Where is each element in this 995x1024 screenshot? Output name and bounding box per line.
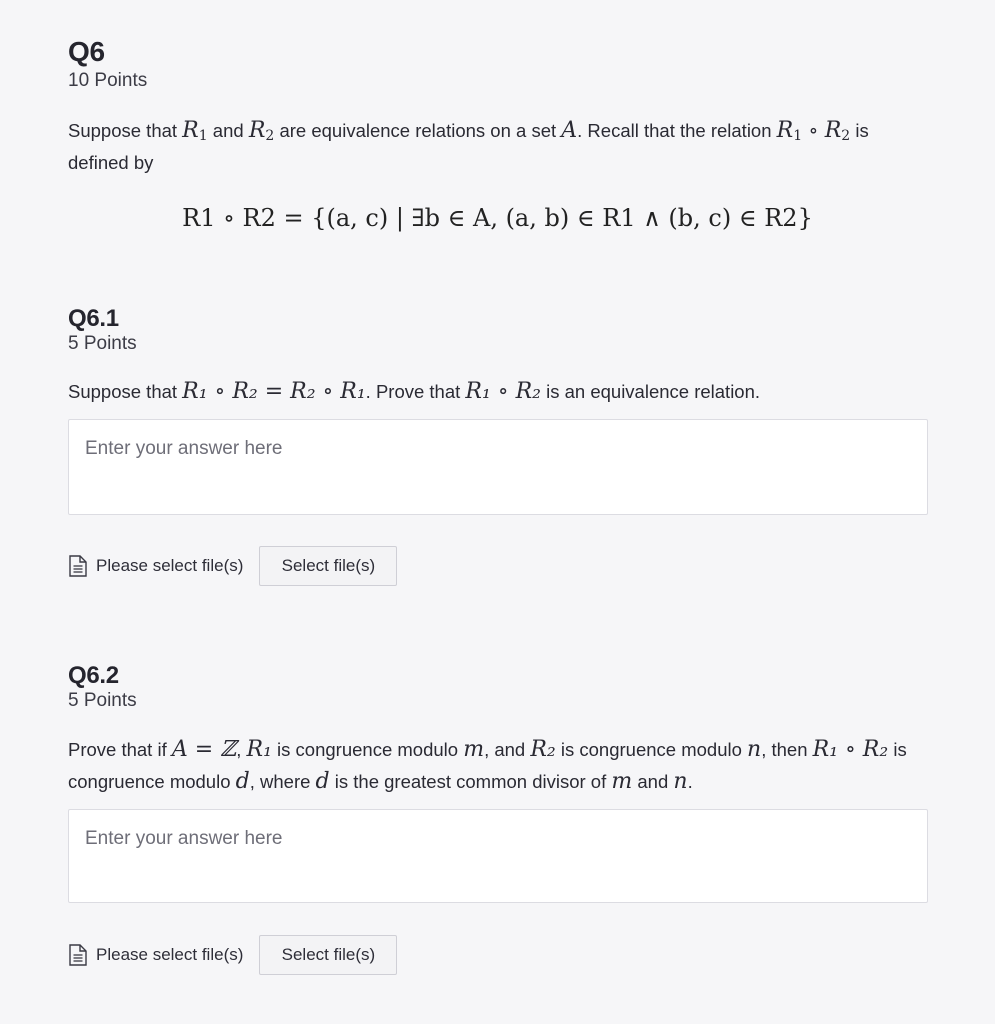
q6-title: Q6 bbox=[68, 36, 105, 67]
q6-2-select-files-button[interactable]: Select file(s) bbox=[259, 935, 397, 975]
file-document-icon bbox=[68, 944, 88, 966]
q6-1-points: 5 Points bbox=[68, 333, 137, 354]
q6-2-file-row bbox=[68, 935, 397, 975]
q6-1-title: Q6.1 bbox=[68, 305, 119, 332]
file-document-icon bbox=[68, 555, 88, 577]
q6-points: 10 Points bbox=[68, 70, 148, 91]
q6-1-prompt: Suppose that R₁ ∘ R₂ = R₂ ∘ R₁. Prove that R₁ ∘ R₂ is an equivalence relation. bbox=[68, 379, 761, 404]
q6-intro: Suppose that $R_1$ and $R_2$ are equivalence relations on a set A. Recall that the relation $R_1$ ∘ $R_2$ is defined by bbox=[68, 118, 869, 173]
q6-2-points: 5 Points bbox=[68, 690, 137, 711]
q6-2-prompt: Prove that if A = ℤ, R₁ is congruence modulo m, and R₂ is congruence modulo n, then R₁ ∘ R₂ is congruence modulo d, where d is the greatest common divisor of m and n. bbox=[68, 737, 907, 794]
q6-1-file-label: Please select file(s) bbox=[96, 556, 244, 575]
q6-2-file-label: Please select file(s) bbox=[96, 945, 244, 964]
q6-definition-formula: R1 ∘ R2 = {(a, c) | ∃b ∈ A, (a, b) ∈ R1 ∧ (b, c) ∈ R2} bbox=[182, 204, 813, 232]
q6-2-answer-input[interactable] bbox=[68, 809, 928, 903]
q6-2-title: Q6.2 bbox=[68, 662, 119, 689]
q6-1-answer-input[interactable] bbox=[68, 419, 928, 515]
q6-1-file-row bbox=[68, 546, 397, 586]
q6-1-select-files-button[interactable]: Select file(s) bbox=[259, 546, 397, 586]
